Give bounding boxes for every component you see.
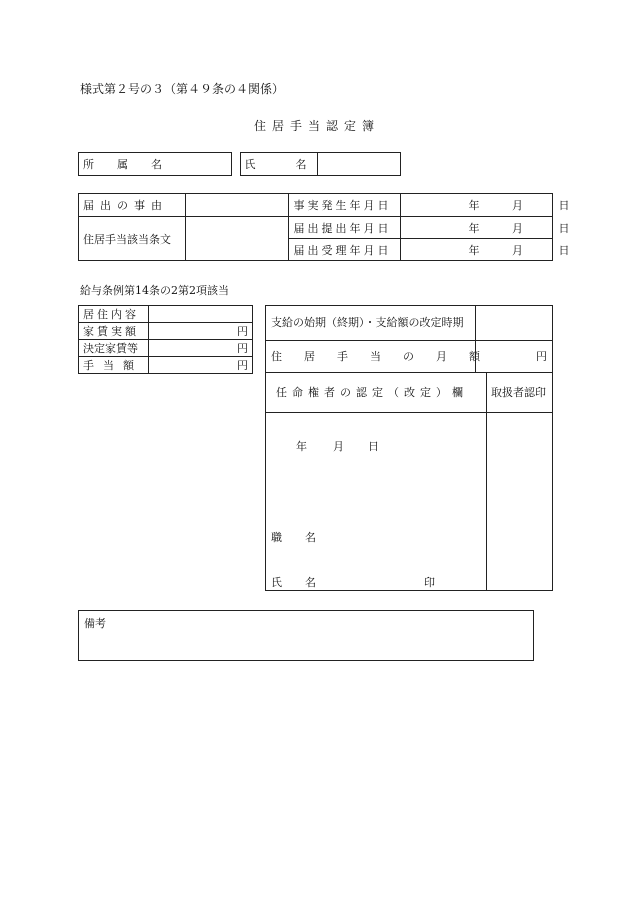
year-unit: 年: [468, 243, 480, 257]
month-unit: 月: [511, 199, 523, 212]
reason-field[interactable]: [185, 194, 289, 217]
date-label-received: 届出受理年月日: [289, 239, 401, 261]
row-value[interactable]: 円: [148, 357, 252, 374]
seal-label: 印: [424, 576, 435, 589]
remarks-box[interactable]: [78, 610, 534, 661]
month-unit: 月: [511, 243, 523, 257]
name-label: 氏 名: [240, 153, 317, 176]
day-unit: 日: [558, 199, 570, 212]
clause-text: 給与条例第14条の2第2項該当: [80, 284, 229, 297]
year-unit: 年: [468, 221, 480, 235]
approval-month: 月: [333, 440, 344, 453]
approval-year: 年: [296, 440, 307, 453]
start-label: 支給の始期（終期）・支給額の改定時期: [271, 316, 464, 329]
article-label: 住居手当該当条文: [79, 217, 186, 261]
day-unit: 日: [558, 221, 570, 235]
date-label-submitted: 届出提出年月日: [289, 217, 401, 239]
report-table: [78, 193, 570, 261]
handler-seal-field[interactable]: [487, 413, 553, 591]
row-label: 手当額: [79, 357, 149, 374]
row-value[interactable]: [148, 306, 252, 323]
date-field-occurrence[interactable]: [401, 194, 570, 217]
row-value[interactable]: 円: [148, 340, 252, 357]
article-field[interactable]: [185, 217, 289, 261]
date-field-received[interactable]: [401, 239, 570, 261]
approval-label: 任命権者の認定（改定）欄: [276, 386, 468, 399]
person-label: 氏 名: [271, 576, 322, 589]
affiliation-label: 所 属 名: [79, 153, 232, 176]
form-number: 様式第２号の３（第４９条の４関係）: [80, 82, 285, 96]
year-unit: 年: [468, 199, 480, 212]
approval-day: 日: [368, 440, 379, 453]
position-label: 職 名: [271, 531, 322, 544]
page-title: 住居手当認定簿: [254, 119, 381, 133]
handler-label: 取扱者認印: [491, 386, 546, 399]
name-field[interactable]: [317, 153, 400, 176]
date-label-occurrence: 事実発生年月日: [289, 194, 401, 217]
date-field-submitted[interactable]: [401, 217, 570, 239]
month-unit: 月: [511, 221, 523, 235]
allowance-table: [78, 305, 253, 374]
day-unit: 日: [558, 243, 570, 257]
reason-label: 届出の事由: [79, 194, 186, 217]
remarks-label: 備考: [84, 617, 106, 630]
affiliation-table: [78, 152, 401, 176]
row-value[interactable]: 円: [148, 323, 252, 340]
row-label: 家賃実額: [79, 323, 149, 340]
start-field[interactable]: [476, 305, 553, 341]
row-label: 居住内容: [79, 306, 149, 323]
monthly-label: 住居手当の月額: [271, 350, 502, 363]
row-label: 決定家賃等: [79, 340, 149, 357]
monthly-unit: 円: [536, 350, 547, 363]
